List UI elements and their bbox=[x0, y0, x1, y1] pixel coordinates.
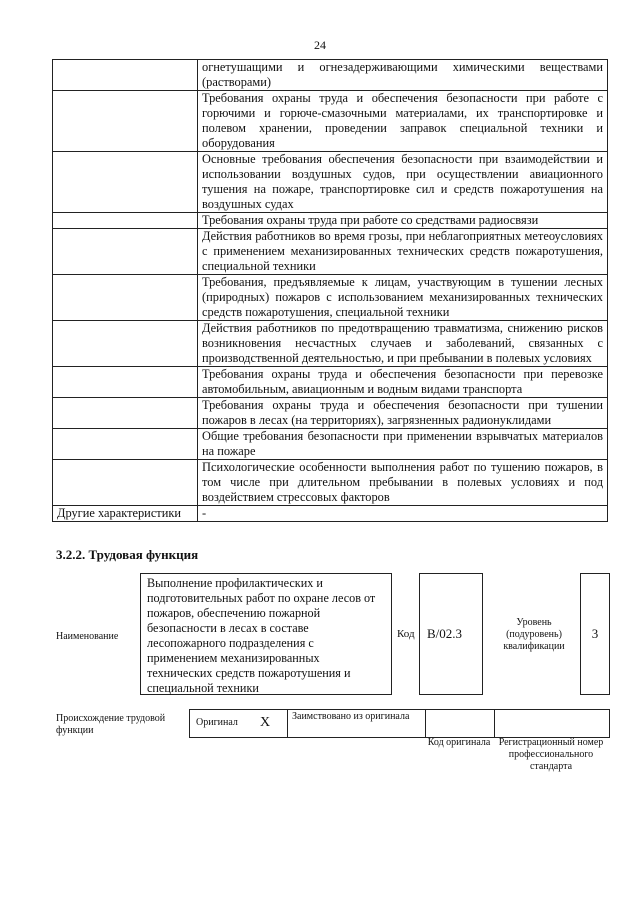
table-row bbox=[53, 229, 608, 275]
row-value: Требования охраны труда при работе со средствами радиосвязи bbox=[198, 213, 608, 229]
row-label bbox=[53, 429, 198, 460]
row-label bbox=[53, 91, 198, 152]
table-row bbox=[53, 429, 608, 460]
reg-number-box bbox=[494, 709, 610, 738]
level-label: Уровень (подуровень) квалификации bbox=[503, 617, 565, 652]
row-value: Общие требования безопасности при применении взрывчатых материалов на пожаре bbox=[198, 429, 608, 460]
row-label bbox=[53, 367, 198, 398]
code-value: В/02.3 bbox=[427, 626, 463, 641]
table-row bbox=[53, 213, 608, 229]
code-box bbox=[419, 573, 483, 695]
row-label bbox=[53, 275, 198, 321]
table-row bbox=[53, 321, 608, 367]
row-value: огнетушащими и огнезадерживающими химическими веществами (растворами) bbox=[198, 60, 608, 91]
code-original-box bbox=[425, 709, 495, 738]
row-value: Требования охраны труда и обеспечения безопасности при перевозке автомобильным, авиационным и водным видами транспорта bbox=[198, 367, 608, 398]
row-value: Основные требования обеспечения безопасности при взаимодействии и использовании воздушных судов, при осуществлении авиационного тушения на пожаре, транспортировке сил и средств пожаротушения на воздушных судах bbox=[198, 152, 608, 213]
level-value: 3 bbox=[591, 626, 599, 641]
table-row bbox=[53, 60, 608, 91]
row-label bbox=[53, 213, 198, 229]
table-row bbox=[53, 460, 608, 506]
row-value: Психологические особенности выполнения работ по тушению пожаров, в том числе при длительном пребывании в полевых условиях и под воздействием стрессовых факторов bbox=[198, 460, 608, 506]
table-row bbox=[53, 91, 608, 152]
row-value: Действия работников во время грозы, при неблагоприятных метеоусловиях с применением механизированных технических средств пожаротушения, специальной техники bbox=[198, 229, 608, 275]
table-row bbox=[53, 398, 608, 429]
code-original-caption: Код оригинала bbox=[427, 737, 491, 748]
level-box bbox=[580, 573, 610, 695]
section-title: 3.2.2. Трудовая функция bbox=[56, 547, 199, 562]
reg-number-caption: Регистрационный номер профессионального стандарта bbox=[498, 737, 604, 772]
row-label bbox=[53, 229, 198, 275]
borrowed-label: Заимствовано из оригинала bbox=[292, 711, 410, 722]
row-label bbox=[53, 152, 198, 213]
original-label: Оригинал bbox=[196, 717, 238, 728]
row-value: Требования охраны труда и обеспечения безопасности при работе с горючими и горюче-смазочными материалами, их транспортировке и полевом хранении, проведении заправок специальной техники и оборудования bbox=[198, 91, 608, 152]
borrowed-box bbox=[287, 709, 426, 738]
name-label: Наименование bbox=[56, 631, 119, 642]
table-row bbox=[53, 506, 608, 522]
row-label bbox=[53, 321, 198, 367]
row-value: Требования охраны труда и обеспечения безопасности при тушении пожаров в лесах (на территориях), загрязненных радионуклидами bbox=[198, 398, 608, 429]
origin-label: Происхождение трудовой функции bbox=[56, 713, 166, 736]
function-name-box bbox=[140, 573, 392, 695]
row-value: Требования, предъявляемые к лицам, участвующим в тушении лесных (природных) пожаров с использованием механизированных технических средств пожаротушения, специальной техники bbox=[198, 275, 608, 321]
requirements-table bbox=[52, 59, 608, 522]
table-row bbox=[53, 275, 608, 321]
code-label: Код bbox=[397, 628, 415, 640]
row-label: Другие характеристики bbox=[53, 506, 198, 522]
page-number: 24 bbox=[314, 38, 326, 52]
row-label bbox=[53, 460, 198, 506]
row-value: - bbox=[198, 506, 608, 522]
row-value: Действия работников по предотвращению травматизма, снижению рисков возникновения несчастных случаев и заболеваний, связанных с производственной деятельностью, и при пребывании в полевых условиях bbox=[198, 321, 608, 367]
function-name-value: Выполнение профилактических и подготовительных работ по охране лесов от пожаров, обеспечению пожарной безопасности в лесах в составе лесопожарного подразделения с применением механизированных технических средств пожаротушения и специальной техники bbox=[147, 576, 376, 695]
original-box bbox=[189, 709, 288, 738]
row-label bbox=[53, 60, 198, 91]
row-label bbox=[53, 398, 198, 429]
original-mark: X bbox=[260, 715, 271, 730]
table-row bbox=[53, 152, 608, 213]
table-row bbox=[53, 367, 608, 398]
